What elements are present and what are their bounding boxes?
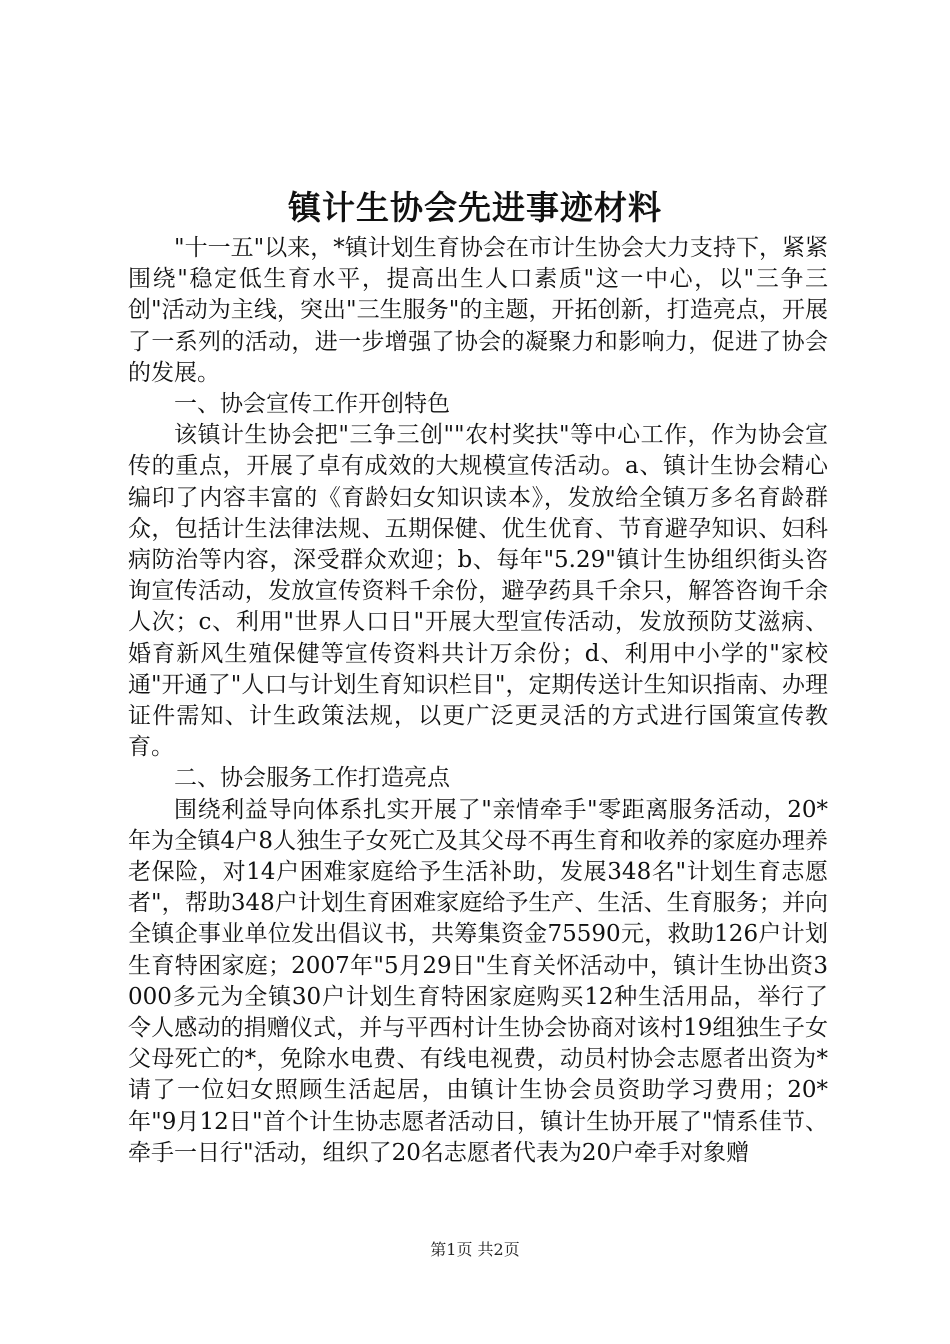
section-heading-publicity: 一、协会宣传工作开创特色 [174,391,450,418]
document-title: 镇计生协会先进事迹材料 [288,188,662,227]
section-heading-service: 二、协会服务工作打造亮点 [174,765,450,792]
intro-paragraph: "十一五"以来，*镇计划生育协会在市计生协会大力支持下，紧紧围绕"稳定低生育水平，提高出生人口素质"这一中心，以"三争三创"活动为主线，突出"三生服务"的主题，开拓创新，打造亮点，开展了一系列的活动，进一步增强了协会的凝聚力和影响力，促进了协会的发展。 [128,235,828,386]
page-number-footer: 第1页 共2页 [430,1240,520,1259]
document-body [128,233,828,1169]
service-paragraph: 围绕利益导向体系扎实开展了"亲情牵手"零距离服务活动，20*年为全镇4户8人独生子女死亡及其父母不再生育和收养的家庭办理养老保险，对14户困难家庭给予生活补助，发展348名"计划生育志愿者"，帮助348户计划生育困难家庭给予生产、生活、生育服务；并向全镇企事业单位发出倡议书，共筹集资金75590元，救助126户计划生育特困家庭；2007年"5月29日"生育关怀活动中，镇计生协出资3000多元为全镇30户计划生育特困家庭购买12种生活用品，举行了令人感动的捐赠仪式，并与平西村计生协会协商对该村19组独生子女父母死亡的*，免除水电费、有线电视费，动员村协会志愿者出资为*请了一位妇女照顾生活起居，由镇计生协会员资助学习费用；20*年"9月12日"首个计生协志愿者活动日，镇计生协开展了"情系佳节、牵手一日行"活动，组织了20名志愿者代表为20户牵手对象赠 [128,796,828,1166]
publicity-paragraph: 该镇计生协会把"三争三创""农村奖扶"等中心工作，作为协会宣传的重点，开展了卓有成效的大规模宣传活动。a、镇计生协会精心编印了内容丰富的《育龄妇女知识读本》，发放给全镇万多名育龄群众，包括计生法律法规、五期保健、优生优育、节育避孕知识、妇科病防治等内容，深受群众欢迎；b、每年"5.29"镇计生协组织街头咨询宣传活动，发放宣传资料千余份，避孕药具千余只，解答咨询千余人次；c、利用"世界人口日"开展大型宣传活动，发放预防艾滋病、婚育新风生殖保健等宣传资料共计万余份；d、利用中小学的"家校通"开通了"人口与计划生育知识栏目"，定期传送计生知识指南、办理证件需知、计生政策法规，以更广泛更灵活的方式进行国策宣传教育。 [128,422,828,761]
